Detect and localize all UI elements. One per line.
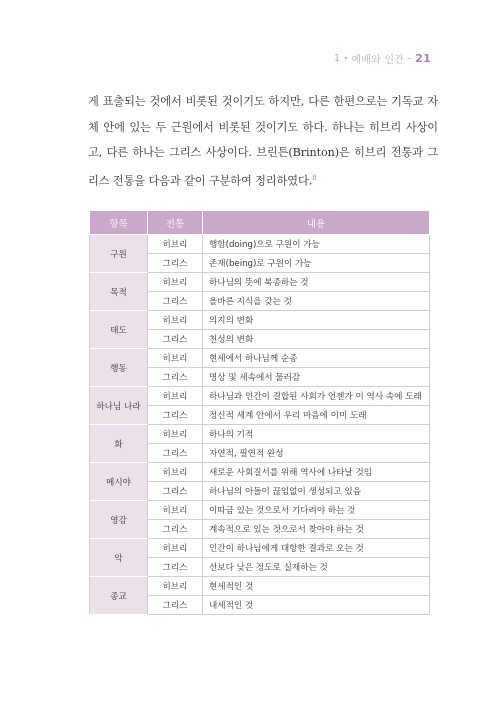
- page-number: 21: [415, 52, 431, 65]
- table-row: [90, 463, 430, 482]
- content-greek-cell: 하나님의 아들이 끊임없이 생성되고 있음: [203, 482, 430, 501]
- content-hebrew-cell: 하나님과 인간이 결합된 사회가 언젠가 이 역사 속에 도래: [203, 387, 430, 406]
- category-cell: 목적: [90, 273, 148, 311]
- tradition-greek-cell: 그리스: [148, 558, 203, 577]
- content-greek-cell: 천성의 변화: [203, 330, 430, 349]
- tradition-hebrew-cell: 히브리: [148, 273, 203, 292]
- content-hebrew-cell: 새로운 사회질서를 위해 역사에 나타날 것임: [203, 463, 430, 482]
- content-greek-cell: 명상 및 세속에서 물러감: [203, 368, 430, 387]
- category-cell: 구원: [90, 235, 148, 273]
- table-header-row: [90, 211, 430, 235]
- separator-dot-icon: •: [343, 54, 349, 63]
- content-hebrew-cell: 현세에서 하나님께 순종: [203, 349, 430, 368]
- content-greek-cell: 존재(being)로 구원이 가능: [203, 254, 430, 273]
- footnote-marker: 8: [312, 173, 317, 182]
- content-hebrew-cell: 의지의 변화: [203, 311, 430, 330]
- content-greek-cell: 계속적으로 있는 것으로서 찾아야 하는 것: [203, 520, 430, 539]
- content-hebrew-cell: 이따금 있는 것으로서 기다려야 하는 것: [203, 501, 430, 520]
- tradition-hebrew-cell: 히브리: [148, 539, 203, 558]
- content-hebrew-cell: 인간이 하나님에게 대항한 결과로 오는 것: [203, 539, 430, 558]
- content-greek-cell: 내세적인 것: [203, 596, 430, 615]
- tradition-greek-cell: 그리스: [148, 368, 203, 387]
- tradition-greek-cell: 그리스: [148, 254, 203, 273]
- table-row: [90, 349, 430, 368]
- table-row: [90, 387, 430, 406]
- content-hebrew-cell: 현세적인 것: [203, 577, 430, 596]
- category-cell: 화: [90, 425, 148, 463]
- separator-dash-icon: –: [407, 53, 413, 64]
- tradition-greek-cell: 그리스: [148, 520, 203, 539]
- tradition-hebrew-cell: 히브리: [148, 463, 203, 482]
- tradition-greek-cell: 그리스: [148, 596, 203, 615]
- category-cell: 메시야: [90, 463, 148, 501]
- tradition-greek-cell: 그리스: [148, 330, 203, 349]
- tradition-greek-cell: 그리스: [148, 444, 203, 463]
- content-hebrew-cell: 하나님의 뜻에 복종하는 것: [203, 273, 430, 292]
- content-hebrew-cell: 행함(doing)으로 구원이 가능: [203, 235, 430, 254]
- comparison-table: [89, 210, 430, 615]
- table-row: [90, 425, 430, 444]
- content-greek-cell: 자연적, 필연적 완성: [203, 444, 430, 463]
- tradition-greek-cell: 그리스: [148, 406, 203, 425]
- tradition-hebrew-cell: 히브리: [148, 387, 203, 406]
- chapter-number: 1: [333, 53, 341, 64]
- header-content: 내용: [203, 211, 430, 235]
- table-row: [90, 577, 430, 596]
- table-row: [90, 273, 430, 292]
- chapter-title: 예배와 인간: [351, 55, 405, 66]
- category-cell: 하나님 나라: [90, 387, 148, 425]
- category-cell: 태도: [90, 311, 148, 349]
- tradition-hebrew-cell: 히브리: [148, 311, 203, 330]
- tradition-hebrew-cell: 히브리: [148, 349, 203, 368]
- content-greek-cell: 정신적 세계 안에서 우리 마음에 이미 도래: [203, 406, 430, 425]
- tradition-hebrew-cell: 히브리: [148, 425, 203, 444]
- table-row: [90, 235, 430, 254]
- table-row: [90, 539, 430, 558]
- tradition-hebrew-cell: 히브리: [148, 577, 203, 596]
- body-paragraph: [88, 89, 438, 194]
- category-cell: 악: [90, 539, 148, 577]
- content-hebrew-cell: 하나의 기적: [203, 425, 430, 444]
- table-row: [90, 501, 430, 520]
- paragraph-text: 게 표출되는 것에서 비롯된 것이기도 하지만, 다른 한편으로는 기독교 자체 안에 있는 두 근원에서 비롯된 것이기도 하다. 하나는 히브리 사상이고, 다른 하나는 그리스 사상이다. 브린튼(Brinton)은 히브리 전통과 그리스 전통을 다음과 같이 구분하여 정리하였다.: [88, 95, 438, 188]
- tradition-greek-cell: 그리스: [148, 482, 203, 501]
- tradition-hebrew-cell: 히브리: [148, 501, 203, 520]
- header-tradition: 전통: [148, 211, 203, 235]
- category-cell: 행동: [90, 349, 148, 387]
- category-cell: 종교: [90, 577, 148, 615]
- header-category: 항목: [90, 211, 148, 235]
- category-cell: 영감: [90, 501, 148, 539]
- content-greek-cell: 선보다 낮은 정도로 실재하는 것: [203, 558, 430, 577]
- tradition-hebrew-cell: 히브리: [148, 235, 203, 254]
- tradition-greek-cell: 그리스: [148, 292, 203, 311]
- table-row: [90, 311, 430, 330]
- content-greek-cell: 올바른 지식을 갖는 것: [203, 292, 430, 311]
- running-header: [334, 51, 431, 66]
